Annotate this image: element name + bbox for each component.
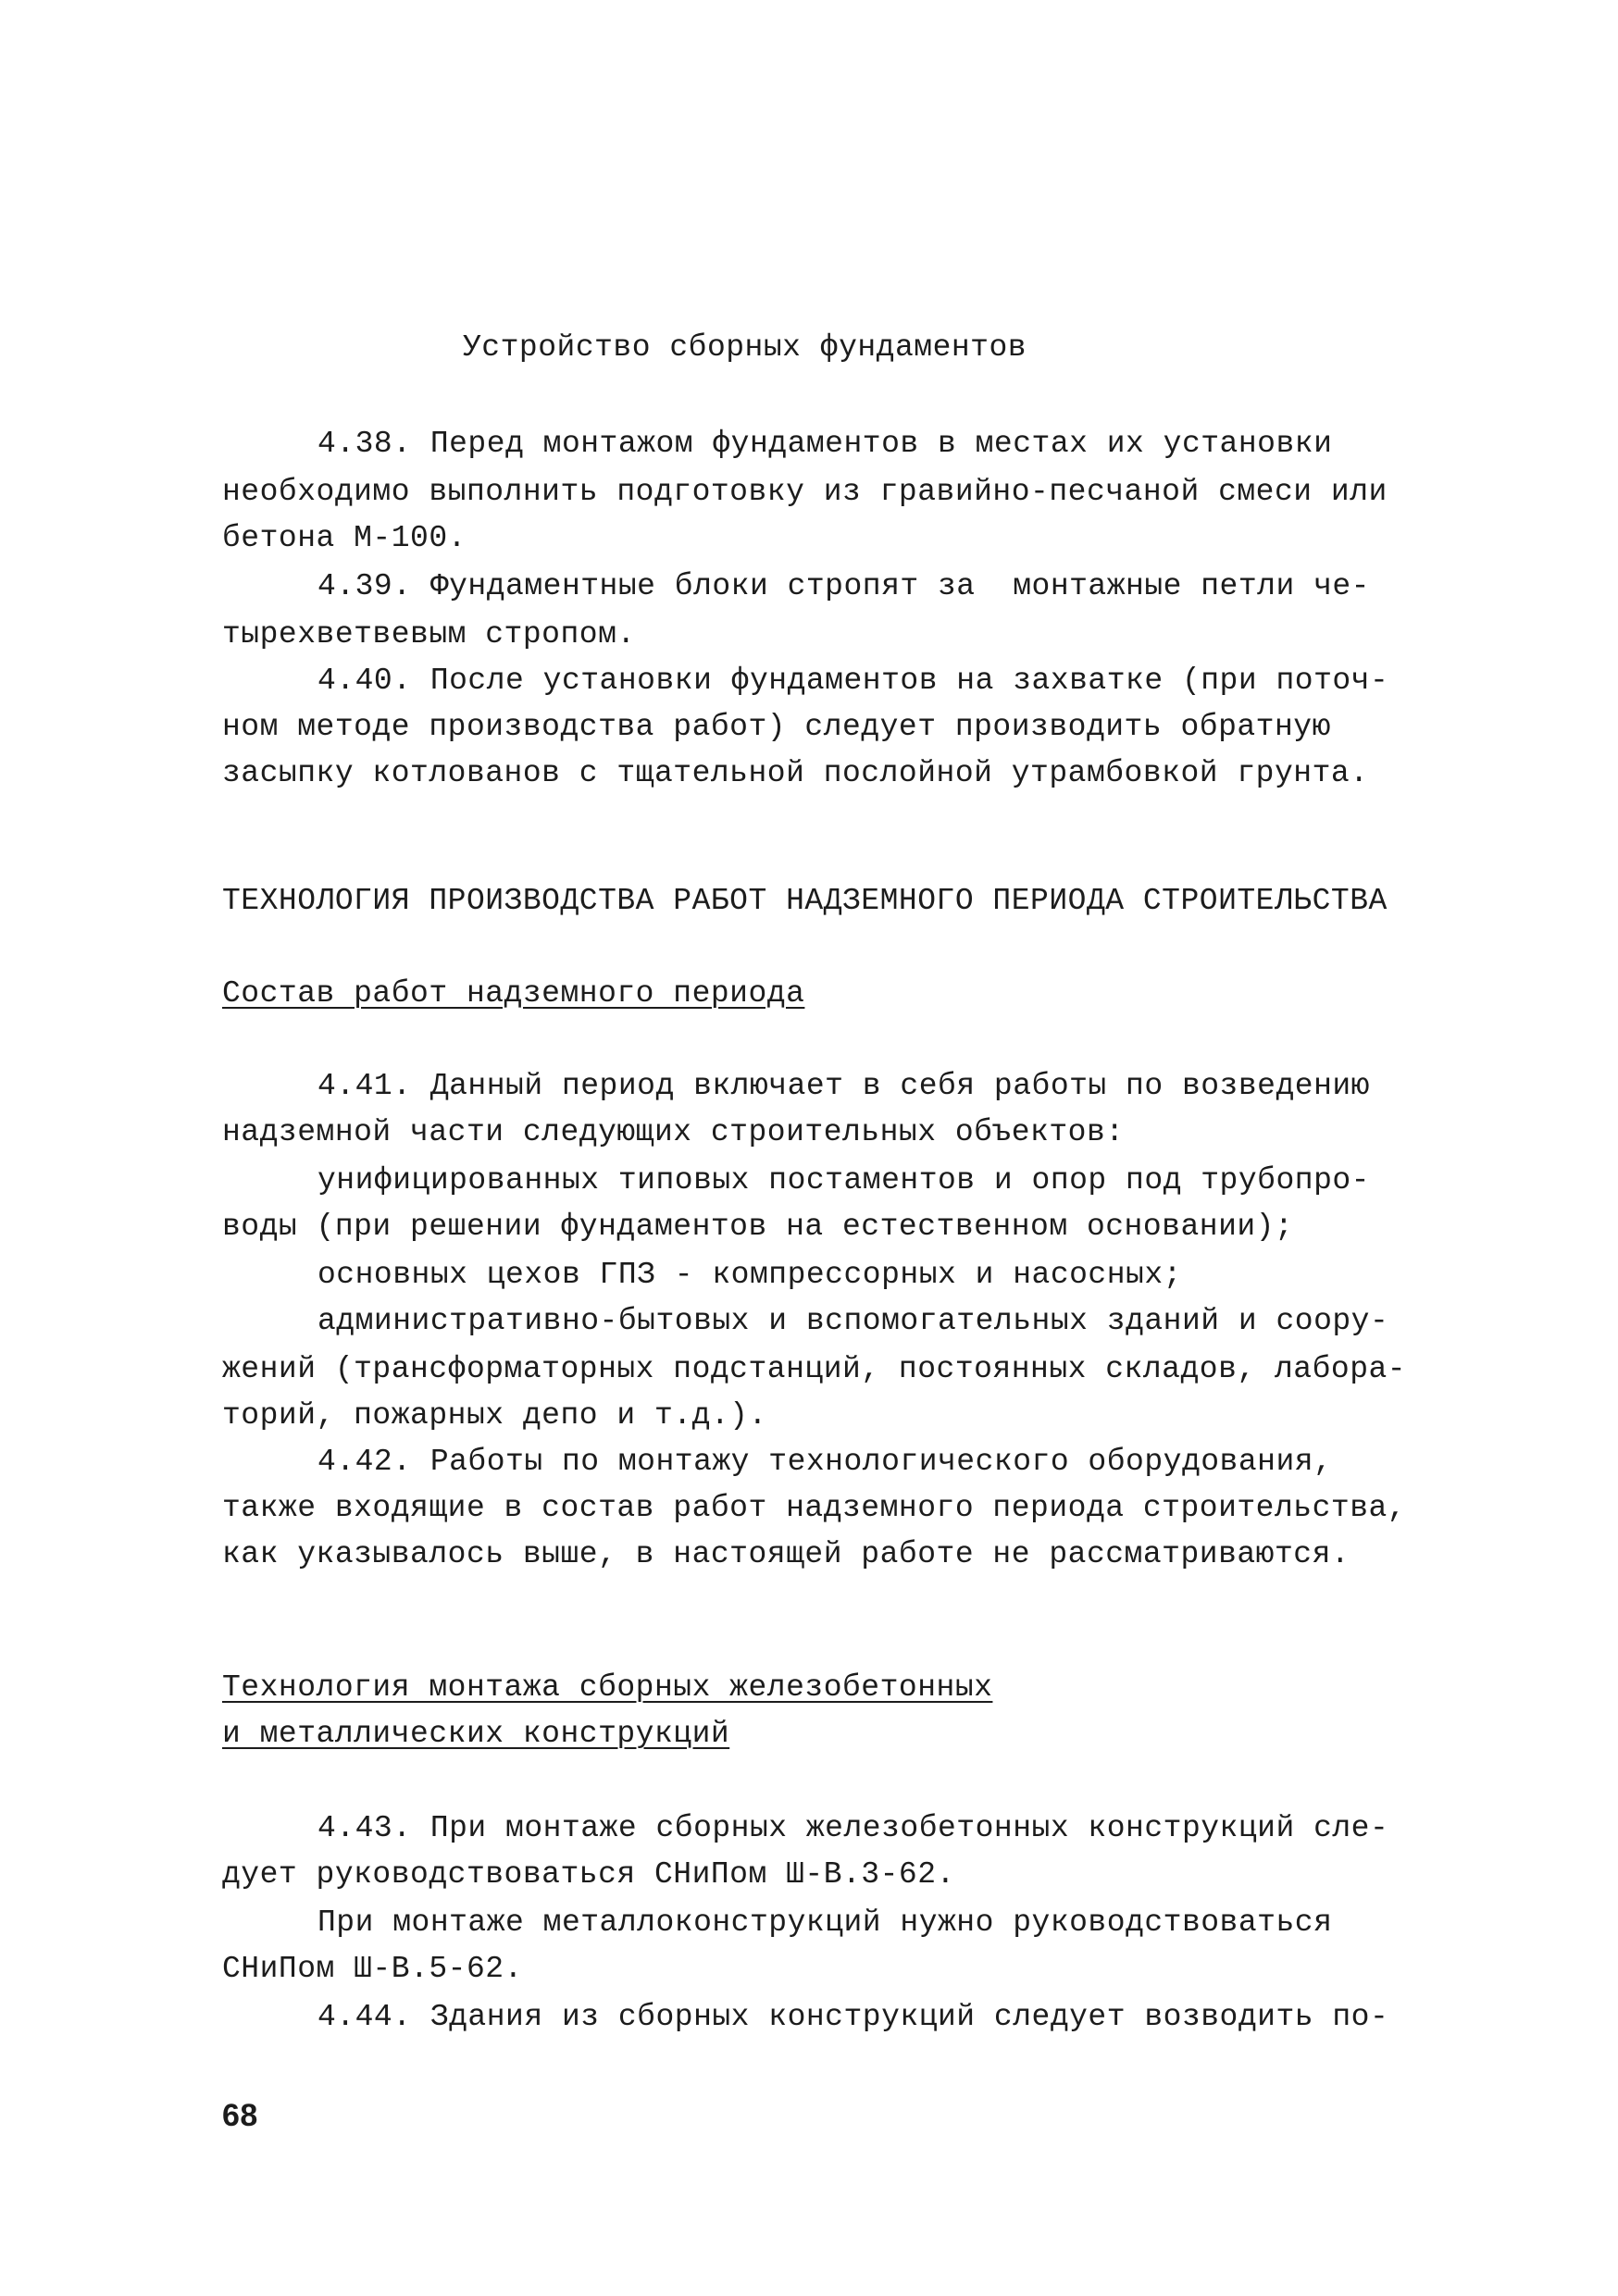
- paragraph-4-41-line-6: административно-бытовых и вспомогательных зданий и соору-: [317, 1304, 1389, 1338]
- section-title-assembly-line-2: и металлических конструкций: [222, 1717, 730, 1751]
- paragraph-4-38-line-3: бетона М-100.: [222, 521, 467, 555]
- page-number: 68: [222, 2098, 258, 2133]
- paragraph-4-44-line-1: 4.44. Здания из сборных конструкций следует возводить по-: [317, 2000, 1389, 2034]
- paragraph-4-41-line-3: унифицированных типовых постаментов и опор под трубопро-: [317, 1163, 1370, 1198]
- paragraph-4-38-line-1: 4.38. Перед монтажом фундаментов в местах их установки: [317, 427, 1333, 461]
- paragraph-4-43-line-1: 4.43. При монтаже сборных железобетонных конструкций сле-: [317, 1811, 1389, 1845]
- section-title-assembly-line-1: Технология монтажа сборных железобетонных: [222, 1670, 993, 1705]
- paragraph-4-42-line-1: 4.42. Работы по монтажу технологического оборудования,: [317, 1445, 1333, 1479]
- subsection-title-above-ground-works: Состав работ надземного периода: [222, 976, 805, 1011]
- paragraph-4-43-line-2: дует руководствоваться СНиПом Ш-В.3-62.: [222, 1857, 955, 1892]
- paragraph-4-40-line-2: ном методе производства работ) следует производить обратную: [222, 710, 1331, 744]
- section-title-above-ground: ТЕХНОЛОГИЯ ПРОИЗВОДСТВА РАБОТ НАДЗЕМНОГО ПЕРИОДА СТРОИТЕЛЬСТВА: [222, 884, 1388, 918]
- paragraph-4-41-line-4: воды (при решении фундаментов на естественном основании);: [222, 1210, 1294, 1244]
- paragraph-4-39-line-2: тырехветвевым стропом.: [222, 617, 636, 652]
- paragraph-4-43-line-4: СНиПом Ш-В.5-62.: [222, 1952, 523, 1986]
- paragraph-4-43-line-3: При монтаже металлоконструкций нужно руководствоваться: [317, 1905, 1333, 1940]
- paragraph-4-40-line-1: 4.40. После установки фундаментов на захватке (при поточ-: [317, 664, 1389, 698]
- paragraph-4-42-line-2: также входящие в состав работ надземного периода строительства,: [222, 1491, 1407, 1525]
- paragraph-4-41-line-7: жений (трансформаторных подстанций, постоянных складов, лабора-: [222, 1352, 1407, 1386]
- section-title-foundations: Устройство сборных фундаментов: [463, 330, 1027, 365]
- paragraph-4-42-line-3: как указывалось выше, в настоящей работе не рассматриваются.: [222, 1537, 1350, 1571]
- paragraph-4-38-line-2: необходимо выполнить подготовку из гравийно-песчаной смеси или: [222, 475, 1388, 509]
- paragraph-4-41-line-8: торий, пожарных депо и т.д.).: [222, 1398, 767, 1433]
- paragraph-4-40-line-3: засыпку котлованов с тщательной послойной утрамбовкой грунта.: [222, 756, 1369, 790]
- paragraph-4-41-line-5: основных цехов ГПЗ - компрессорных и насосных;: [317, 1258, 1182, 1292]
- paragraph-4-39-line-1: 4.39. Фундаментные блоки стропят за монтажные петли че-: [317, 569, 1370, 603]
- paragraph-4-41-line-1: 4.41. Данный период включает в себя работы по возведению: [317, 1069, 1370, 1103]
- paragraph-4-41-line-2: надземной части следующих строительных объектов:: [222, 1115, 1125, 1149]
